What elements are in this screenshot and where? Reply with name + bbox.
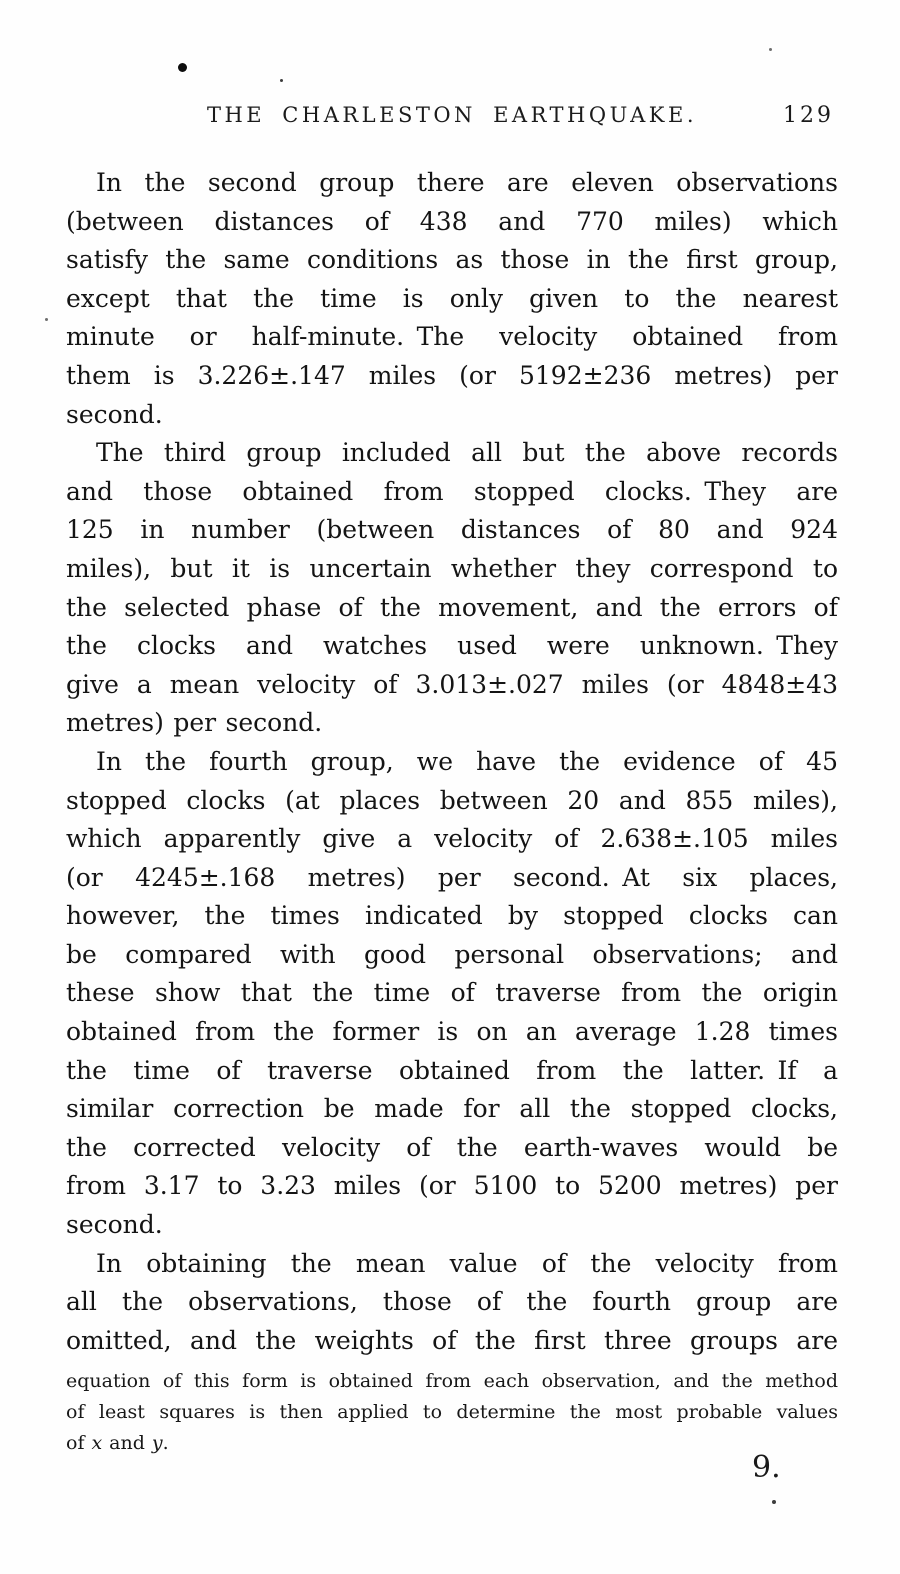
text-line: stopped clocks (at places between 20 and 855 miles), bbox=[66, 785, 838, 815]
text-line: except that the time is only given to the nearest bbox=[66, 283, 838, 313]
text-line: the time of traverse obtained from the latter. If a bbox=[66, 1055, 838, 1085]
text-line: In the fourth group, we have the evidence of 45 bbox=[96, 746, 838, 776]
running-head-title: THE CHARLESTON EARTHQUAKE. bbox=[206, 103, 697, 127]
variable-y: y bbox=[151, 1432, 163, 1454]
footnote-text: . bbox=[162, 1432, 169, 1454]
text-line: the clocks and watches used were unknown. They bbox=[66, 631, 838, 661]
ink-speck bbox=[280, 79, 283, 82]
text-line: from 3.17 to 3.23 miles (or 5100 to 5200 metres) per bbox=[66, 1171, 838, 1201]
ink-speck bbox=[45, 318, 48, 321]
paragraph-fourth-group bbox=[66, 743, 838, 1245]
text-line: give a mean velocity of 3.013±.027 miles (or 4848±43 bbox=[66, 669, 838, 699]
paragraph-second-group bbox=[66, 164, 838, 434]
text-line: the corrected velocity of the earth-waves would be bbox=[66, 1132, 838, 1162]
text-line: all the observations, those of the fourth group are bbox=[66, 1287, 838, 1317]
ink-speck bbox=[178, 63, 187, 72]
footnote-text: and bbox=[102, 1432, 152, 1454]
paragraph-mean-value bbox=[66, 1245, 838, 1361]
text-line: be compared with good personal observations; and bbox=[66, 939, 838, 969]
paragraph-third-group bbox=[66, 434, 838, 743]
signature-mark: 9. bbox=[752, 1450, 781, 1485]
text-line: In obtaining the mean value of the velocity from bbox=[96, 1248, 838, 1278]
variable-x: x bbox=[91, 1432, 103, 1454]
text-line: 125 in number (between distances of 80 and 924 bbox=[66, 515, 838, 545]
text-line: the selected phase of the movement, and the errors of bbox=[66, 592, 838, 622]
text-line: them is 3.226±.147 miles (or 5192±236 metres) per bbox=[66, 360, 838, 390]
text-line: however, the times indicated by stopped clocks can bbox=[66, 901, 838, 931]
text-line: obtained from the former is on an average 1.28 times bbox=[66, 1017, 838, 1047]
footnote-line: of least squares is then applied to determine the most probable values bbox=[66, 1401, 838, 1423]
page-number: 129 bbox=[783, 103, 834, 128]
footnote-line bbox=[66, 1428, 838, 1459]
text-line: second. bbox=[66, 1210, 163, 1240]
text-line: (or 4245±.168 metres) per second. At six places, bbox=[66, 862, 838, 892]
text-line: The third group included all but the above records bbox=[96, 438, 838, 468]
footnote bbox=[66, 1366, 838, 1459]
text-line: which apparently give a velocity of 2.638±.105 miles bbox=[66, 824, 838, 854]
text-line: minute or half-minute. The velocity obtained from bbox=[66, 322, 838, 352]
text-line: these show that the time of traverse from the origin bbox=[66, 978, 838, 1008]
ink-speck bbox=[772, 1500, 776, 1504]
text-line: (between distances of 438 and 770 miles) which bbox=[66, 206, 838, 236]
text-line: miles), but it is uncertain whether they correspond to bbox=[66, 553, 838, 583]
page-header bbox=[66, 103, 838, 137]
ink-speck bbox=[769, 48, 772, 51]
footnote-text: of bbox=[66, 1432, 92, 1454]
text-line: second. bbox=[66, 399, 163, 429]
text-line: and those obtained from stopped clocks. They are bbox=[66, 476, 838, 506]
text-line: metres) per second. bbox=[66, 708, 323, 738]
text-line: similar correction be made for all the stopped clocks, bbox=[66, 1094, 838, 1124]
footnote-line: equation of this form is obtained from each observation, and the method bbox=[66, 1370, 838, 1392]
page-body bbox=[66, 164, 838, 1360]
text-line: omitted, and the weights of the first three groups are bbox=[66, 1325, 838, 1355]
text-line: satisfy the same conditions as those in the first group, bbox=[66, 245, 838, 275]
text-line: In the second group there are eleven observations bbox=[96, 168, 838, 197]
